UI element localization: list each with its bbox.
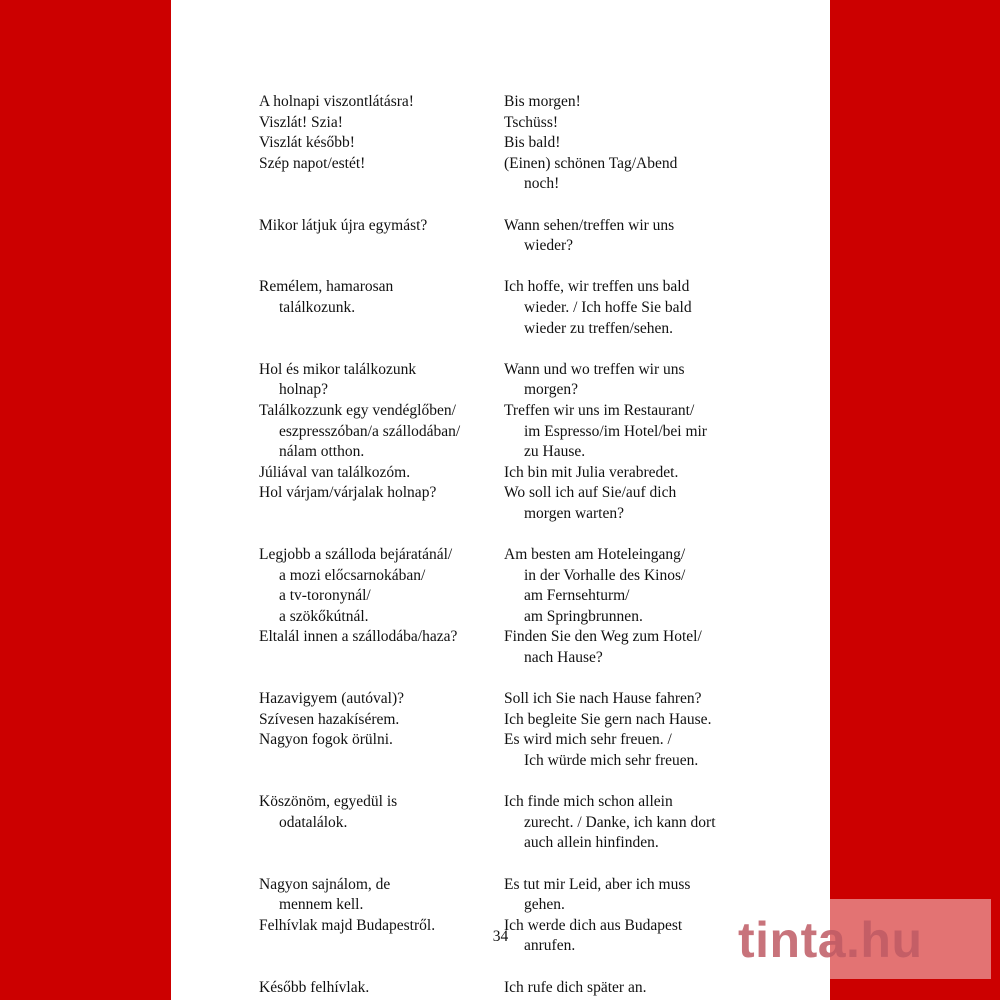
hungarian-line: A holnapi viszontlátásra! [259, 93, 414, 110]
book-page [171, 0, 830, 1000]
left-red-border [0, 0, 171, 1000]
hungarian-line: Köszönöm, egyedül is [259, 793, 398, 811]
german-line: morgen warten? [524, 504, 624, 522]
german-phrase [504, 277, 774, 339]
german-line: am Springbrunnen. [524, 607, 643, 625]
german-line: Ich werde dich aus Budapest [504, 916, 683, 934]
hungarian-line: Később felhívlak. [259, 978, 370, 996]
german-line: Soll ich Sie nach Hause fahren? [504, 690, 702, 708]
german-phrase [504, 627, 774, 668]
phrase-entry [259, 627, 779, 668]
hungarian-line: Találkozzunk egy vendéglőben/ [259, 401, 456, 419]
german-line: Am besten am Hoteleingang/ [504, 546, 686, 564]
hungarian-phrase [259, 792, 504, 854]
hungarian-phrase [259, 463, 504, 484]
hungarian-line: Szívesen hazakísérem. [259, 710, 400, 728]
hungarian-line: Eltalál innen a szállodába/haza? [259, 628, 458, 646]
phrase-entry [259, 463, 779, 484]
hungarian-line: Legjobb a szálloda bejáratánál/ [259, 546, 453, 564]
german-phrase [504, 792, 774, 854]
german-phrase [504, 360, 774, 401]
german-line: Es tut mir Leid, aber ich muss [504, 875, 691, 893]
german-phrase [504, 483, 774, 524]
phrase-entry [259, 277, 779, 339]
hungarian-phrase [259, 483, 504, 524]
german-line: zu Hause. [524, 443, 586, 461]
german-phrase [504, 92, 774, 113]
phrase-entry [259, 216, 779, 257]
right-red-border [829, 0, 1000, 1000]
german-line: Wann sehen/treffen wir uns [504, 216, 675, 234]
german-line: Ich würde mich sehr freuen. [524, 752, 699, 769]
german-phrase [504, 401, 774, 463]
phrase-entry [259, 92, 779, 113]
german-phrase [504, 689, 774, 710]
hungarian-line: a szökőkútnál. [279, 607, 369, 625]
hungarian-phrase [259, 277, 504, 339]
phrase-entry [259, 545, 779, 627]
german-line: auch allein hinfinden. [524, 834, 659, 852]
page-number: 34 [492, 928, 509, 945]
phrase-entry [259, 133, 779, 154]
german-line: Wann und wo treffen wir uns [504, 360, 685, 378]
phrase-entry [259, 483, 779, 524]
hungarian-line: találkozunk. [279, 298, 356, 316]
watermark-logo: tinta.hu [738, 912, 923, 968]
hungarian-phrase [259, 154, 504, 195]
hungarian-phrase [259, 216, 504, 257]
german-line: Finden Sie den Weg zum Hotel/ [504, 628, 702, 646]
phrase-entry [259, 792, 779, 854]
german-line: anrufen. [524, 937, 576, 955]
german-phrase [504, 216, 774, 257]
german-line: nach Hause? [524, 649, 603, 667]
phrase-entry [259, 689, 779, 710]
german-line: Treffen wir uns im Restaurant/ [504, 401, 695, 419]
hungarian-phrase [259, 730, 504, 771]
hungarian-line: Viszlát! Szia! [259, 113, 343, 131]
german-phrase [504, 463, 774, 484]
phrase-entry [259, 978, 779, 999]
hungarian-phrase [259, 113, 504, 134]
german-line: (Einen) schönen Tag/Abend [504, 154, 678, 172]
german-line: Ich bin mit Julia verabredet. [504, 463, 679, 481]
phrase-entry [259, 401, 779, 463]
german-phrase [504, 875, 774, 916]
phrase-entry [259, 360, 779, 401]
hungarian-phrase [259, 710, 504, 731]
german-line: in der Vorhalle des Kinos/ [524, 566, 686, 584]
hungarian-phrase [259, 133, 504, 154]
german-line: Tschüss! [504, 113, 559, 131]
hungarian-line: Hol és mikor találkozunk [259, 360, 417, 378]
phrase-entry [259, 875, 779, 916]
german-phrase [504, 113, 774, 134]
hungarian-line: Hol várjam/várjalak holnap? [259, 484, 437, 502]
german-line: Es wird mich sehr freuen. / [504, 731, 672, 749]
hungarian-line: nálam otthon. [279, 443, 365, 461]
hungarian-line: Mikor látjuk újra egymást? [259, 216, 428, 234]
hungarian-line: Hazavigyem (autóval)? [259, 690, 405, 708]
hungarian-line: Felhívlak majd Budapestről. [259, 916, 436, 934]
german-line: im Espresso/im Hotel/bei mir [524, 422, 707, 440]
hungarian-phrase [259, 875, 504, 916]
german-line: Ich rufe dich später an. [504, 978, 647, 996]
hungarian-phrase [259, 689, 504, 710]
hungarian-line: eszpresszóban/a szállodában/ [279, 422, 461, 440]
hungarian-line: Nagyon sajnálom, de [259, 875, 391, 893]
hungarian-phrase [259, 545, 504, 627]
hungarian-line: Nagyon fogok örülni. [259, 731, 393, 749]
hungarian-phrase [259, 978, 504, 999]
phrase-entry [259, 710, 779, 731]
german-line: wieder? [524, 237, 574, 255]
phrase-entry [259, 730, 779, 771]
german-line: gehen. [524, 896, 565, 914]
hungarian-line: a tv-toronynál/ [279, 587, 371, 605]
german-phrase [504, 710, 774, 731]
phrase-entry [259, 113, 779, 134]
german-phrase [504, 545, 774, 627]
german-phrase [504, 133, 774, 154]
german-line: noch! [524, 175, 560, 193]
hungarian-line: holnap? [279, 381, 329, 399]
hungarian-line: a mozi előcsarnokában/ [279, 566, 426, 584]
german-line: Ich hoffe, wir treffen uns bald [504, 278, 690, 296]
hungarian-line: mennem kell. [279, 896, 364, 914]
german-line: wieder. / Ich hoffe Sie bald [524, 298, 692, 316]
german-line: zurecht. / Danke, ich kann dort [524, 813, 716, 831]
hungarian-line: Viszlát később! [259, 134, 355, 152]
hungarian-phrase [259, 92, 504, 113]
german-line: Ich begleite Sie gern nach Hause. [504, 710, 712, 728]
hungarian-line: Remélem, hamarosan [259, 278, 394, 296]
hungarian-phrase [259, 360, 504, 401]
german-line: Wo soll ich auf Sie/auf dich [504, 484, 677, 502]
phrase-list [259, 92, 779, 998]
german-line: am Fernsehturm/ [524, 587, 630, 605]
german-phrase [504, 154, 774, 195]
german-phrase [504, 730, 774, 771]
hungarian-phrase [259, 401, 504, 463]
hungarian-phrase [259, 627, 504, 668]
hungarian-line: Szép napot/estét! [259, 154, 366, 172]
german-line: wieder zu treffen/sehen. [524, 319, 674, 337]
hungarian-line: odatalálok. [279, 813, 348, 831]
german-line: morgen? [524, 381, 578, 399]
german-phrase [504, 978, 774, 999]
german-line: Bis morgen! [504, 93, 581, 110]
german-line: Ich finde mich schon allein [504, 793, 673, 811]
german-line: Bis bald! [504, 134, 561, 152]
hungarian-line: Júliával van találkozóm. [259, 463, 411, 481]
phrase-entry [259, 154, 779, 195]
